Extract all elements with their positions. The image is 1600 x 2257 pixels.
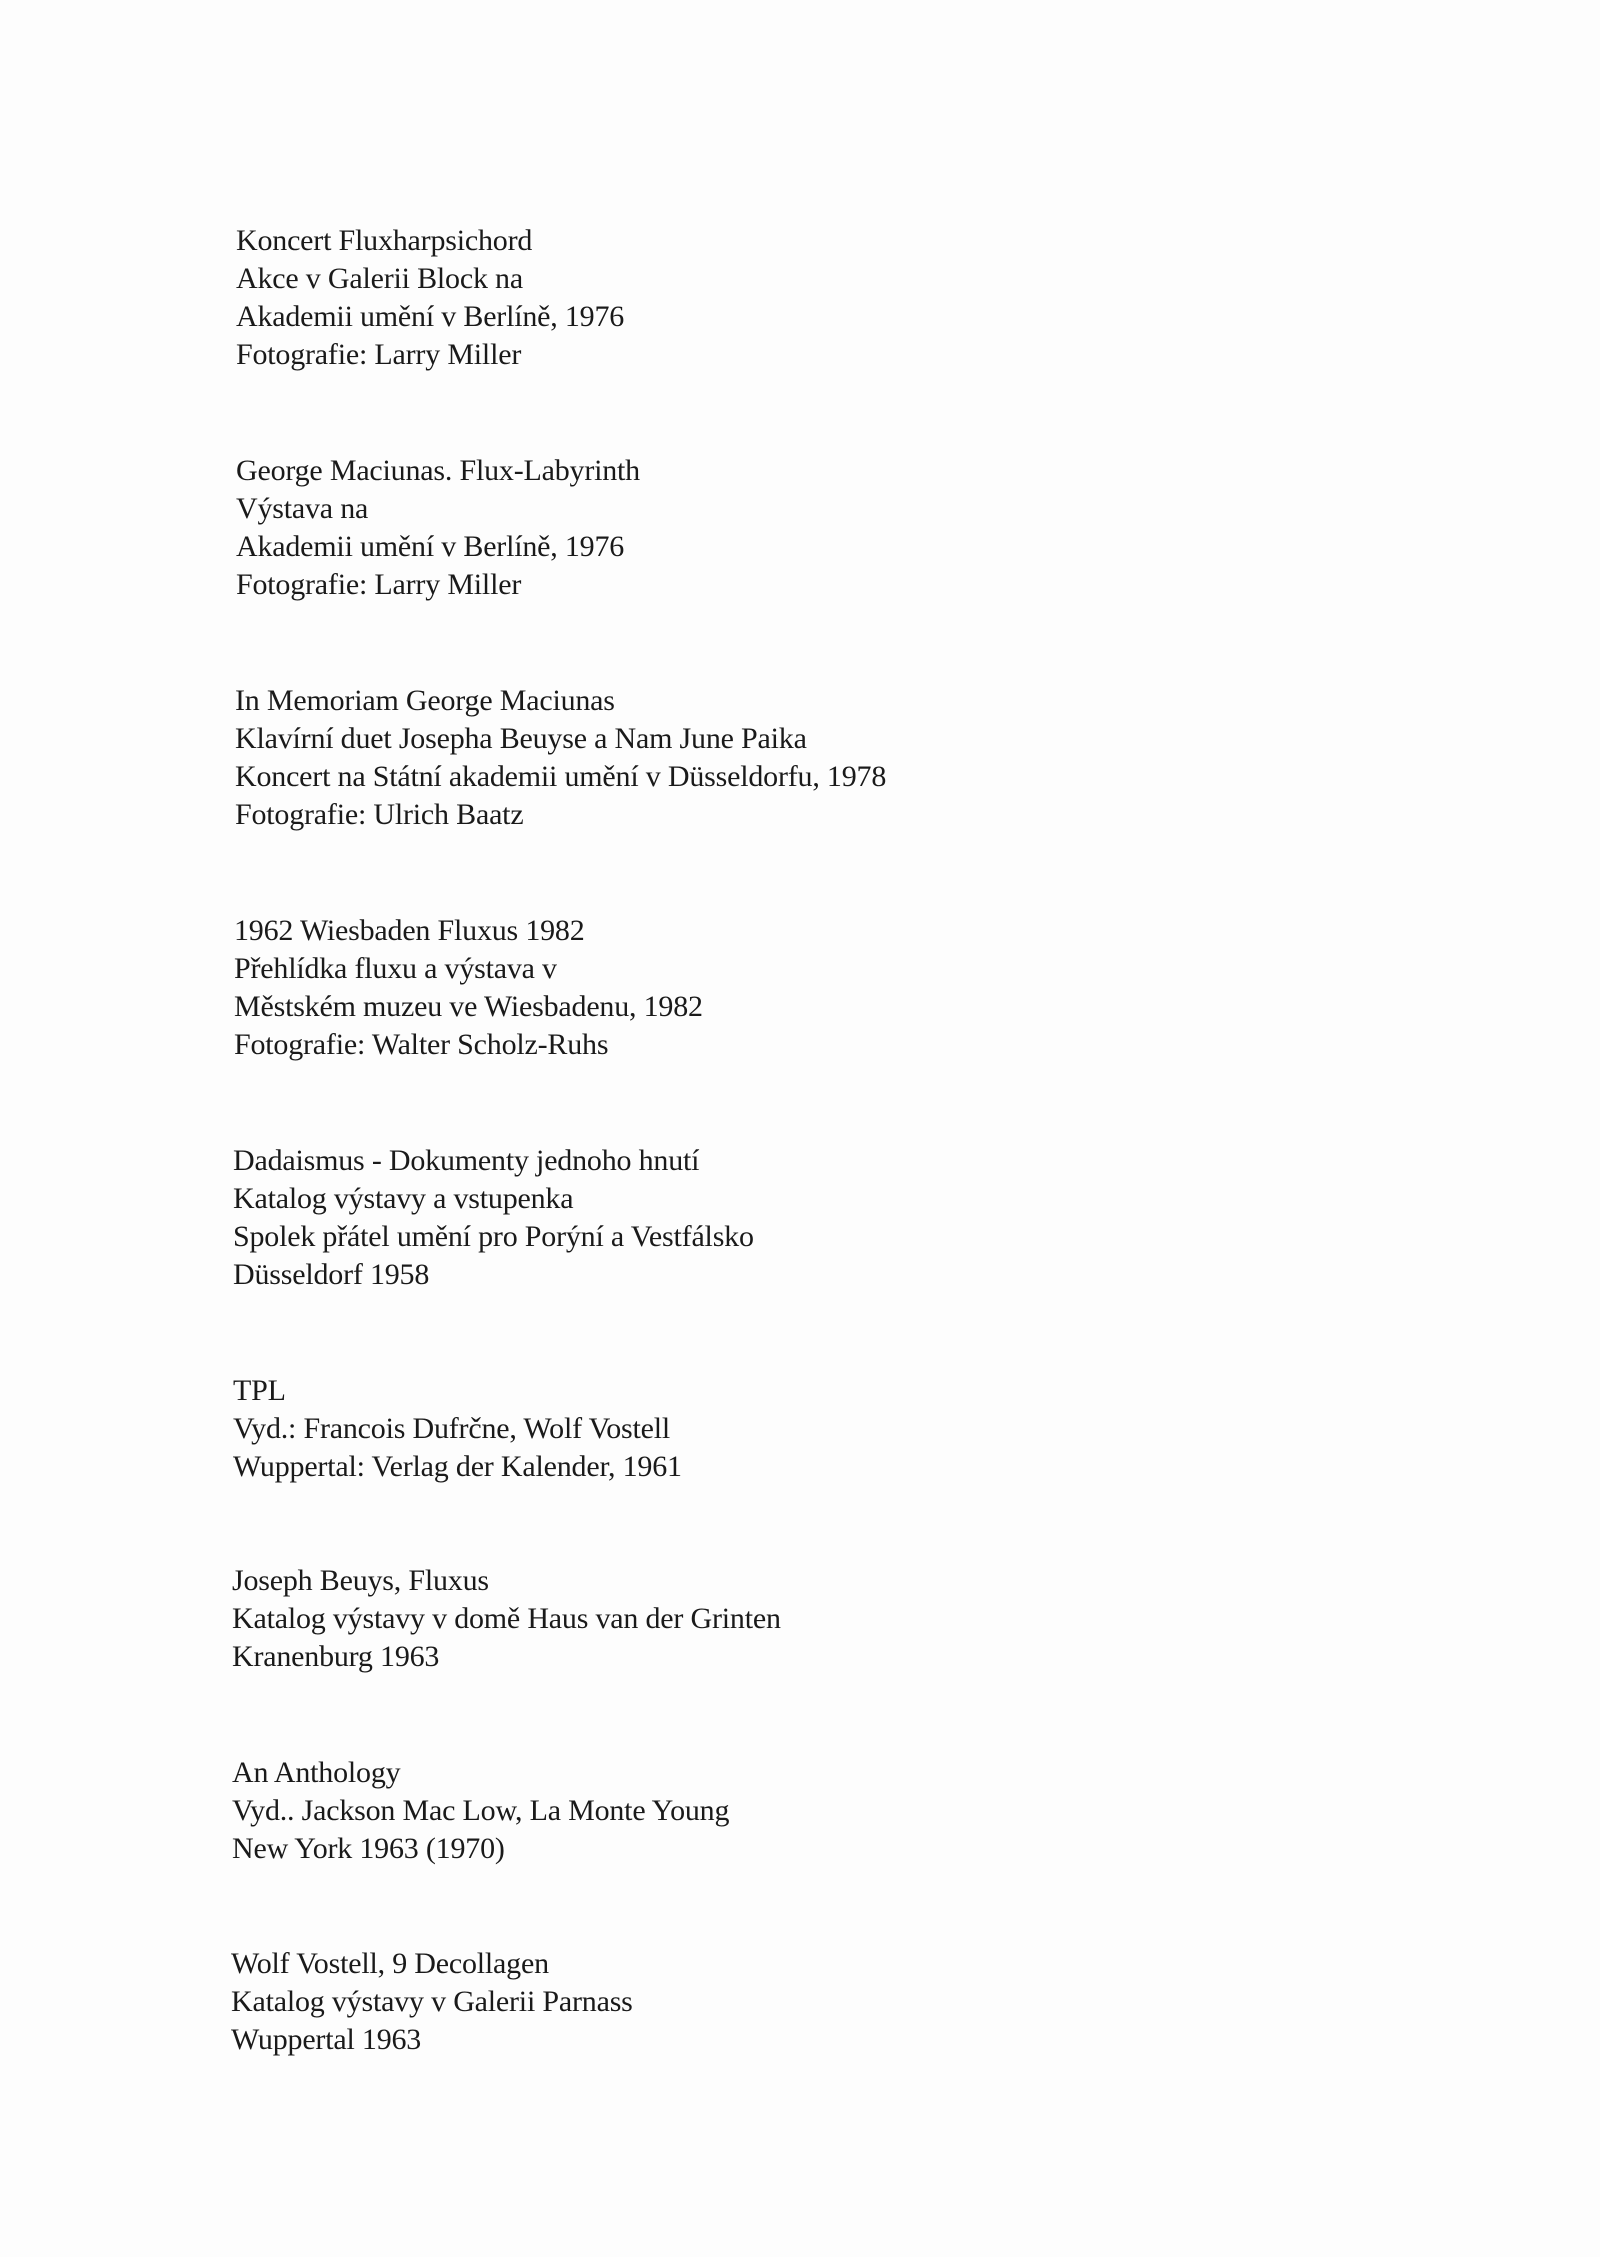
entry-line: Akce v Galerii Block na xyxy=(236,262,523,295)
caption-entry-fluxharpsichord xyxy=(236,222,624,374)
caption-entry-joseph-beuys-fluxus xyxy=(232,1562,781,1676)
entry-line: Klavírní duet Josepha Beuyse a Nam June Paika xyxy=(235,722,807,755)
entry-line: Akademii umění v Berlíně, 1976 xyxy=(236,300,625,333)
entry-title: 1962 Wiesbaden Fluxus 1982 xyxy=(234,914,585,947)
entry-title: TPL xyxy=(233,1374,286,1407)
entry-title: George Maciunas. Flux-Labyrinth xyxy=(236,454,640,487)
caption-entry-wiesbaden-fluxus xyxy=(234,912,703,1064)
caption-entry-an-anthology xyxy=(232,1754,729,1868)
entry-line: Kranenburg 1963 xyxy=(232,1640,440,1673)
entry-title: Dadaismus - Dokumenty jednoho hnutí xyxy=(233,1144,700,1177)
entry-title: Koncert Fluxharpsichord xyxy=(236,224,533,257)
entry-credit: Fotografie: Ulrich Baatz xyxy=(235,798,524,831)
entry-line: New York 1963 (1970) xyxy=(232,1832,505,1865)
entry-line: Městském muzeu ve Wiesbadenu, 1982 xyxy=(234,990,703,1023)
entry-line: Katalog výstavy a vstupenka xyxy=(233,1182,574,1215)
entry-title: In Memoriam George Maciunas xyxy=(235,684,615,717)
entry-credit: Fotografie: Larry Miller xyxy=(236,338,522,371)
caption-entry-in-memoriam xyxy=(235,682,886,834)
entry-line: Wuppertal 1963 xyxy=(231,2023,422,2056)
entry-title: Wolf Vostell, 9 Decollagen xyxy=(231,1947,549,1980)
entry-line: Výstava na xyxy=(236,492,369,525)
caption-entry-flux-labyrinth xyxy=(236,452,640,604)
caption-entry-wolf-vostell-decollagen xyxy=(231,1945,633,2059)
entry-line: Přehlídka fluxu a výstava v xyxy=(234,952,557,985)
entry-credit: Fotografie: Larry Miller xyxy=(236,568,522,601)
entry-line: Vyd.: Francois Dufrčne, Wolf Vostell xyxy=(233,1412,671,1445)
entry-line: Vyd.. Jackson Mac Low, La Monte Young xyxy=(232,1794,730,1827)
entry-title: Joseph Beuys, Fluxus xyxy=(232,1564,489,1597)
entry-line: Düsseldorf 1958 xyxy=(233,1258,430,1291)
entry-line: Spolek přátel umění pro Porýní a Vestfálsko xyxy=(233,1220,754,1253)
entry-title: An Anthology xyxy=(232,1756,401,1789)
entry-line: Koncert na Státní akademii umění v Düsseldorfu, 1978 xyxy=(235,760,887,793)
entry-credit: Fotografie: Walter Scholz-Ruhs xyxy=(234,1028,609,1061)
entry-line: Katalog výstavy v Galerii Parnass xyxy=(231,1985,633,2018)
entry-line: Akademii umění v Berlíně, 1976 xyxy=(236,530,625,563)
entry-line: Katalog výstavy v domě Haus van der Grinten xyxy=(232,1602,781,1635)
caption-entry-tpl xyxy=(233,1372,682,1486)
entry-line: Wuppertal: Verlag der Kalender, 1961 xyxy=(233,1450,682,1483)
caption-entry-dadaismus xyxy=(233,1142,754,1294)
